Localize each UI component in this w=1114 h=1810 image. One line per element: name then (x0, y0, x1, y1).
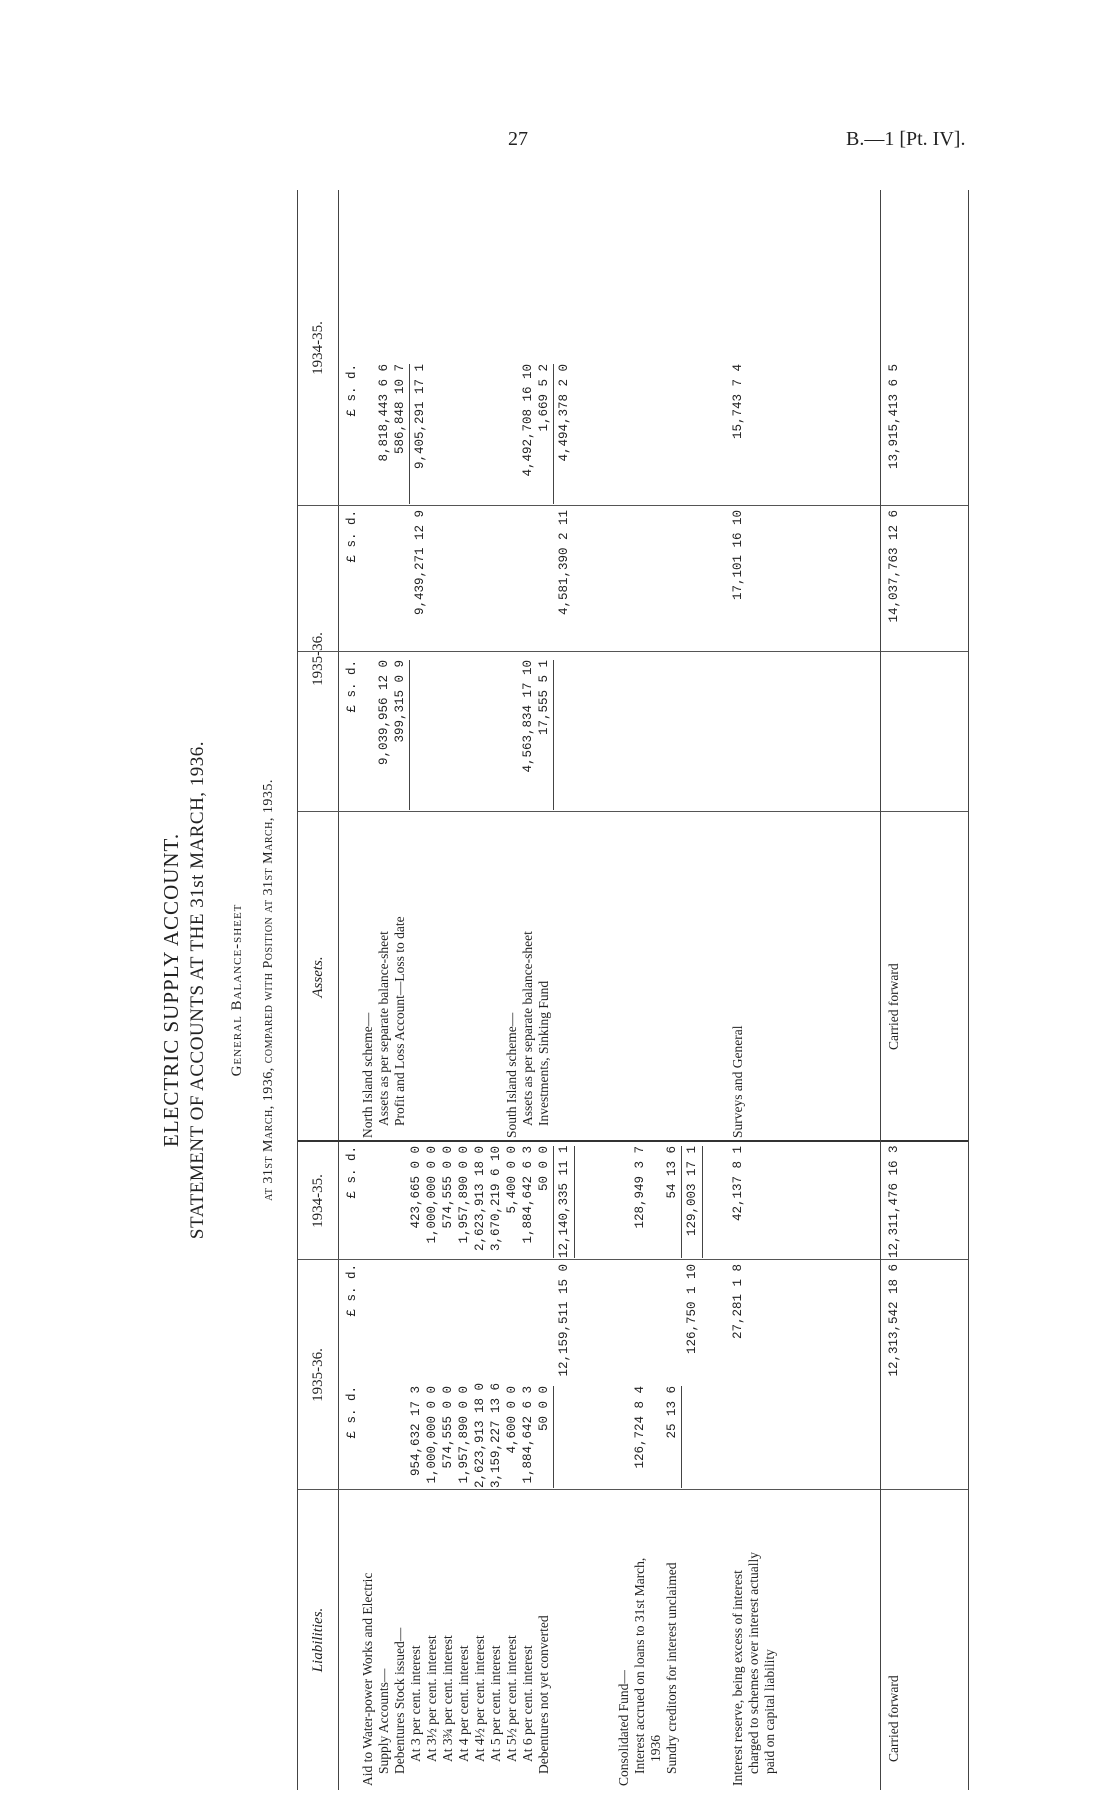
reserve-label-2: charged to schemes over interest actually (746, 1551, 761, 1774)
reserve-label: Interest reserve, being excess of interest (730, 1570, 745, 1786)
units-label: £ s. d. (345, 660, 359, 713)
liab-1936-header: 1935-36. (298, 1260, 339, 1490)
north-heading: North Island scheme— (360, 1012, 375, 1138)
debenture-row-label: At 4 per cent. interest (456, 1645, 471, 1762)
supply-accounts-label: Supply Accounts— (376, 1668, 391, 1774)
date-line: at 31st March, 1936, compared with Position at 31st March, 1935. (261, 779, 276, 1201)
liabilities-header: Liabilities. (298, 1490, 339, 1790)
debenture-row-1935: 423,665 0 0 (409, 1146, 423, 1229)
reserve-1935: 42,137 8 1 (731, 1146, 745, 1222)
sundry-creditors-1936: 25 13 6 (665, 1386, 679, 1439)
assets-carried-1936: 14,037,763 12 6 (887, 510, 901, 623)
consolidated-total-1935: 129,003 17 1 (685, 1146, 699, 1237)
subtotal-rule (553, 364, 554, 504)
consolidated-total-1936: 126,750 1 10 (685, 1264, 699, 1355)
page-number: 27 (508, 128, 528, 150)
debenture-row-1935: 50 0 0 (537, 1146, 551, 1192)
liab-carried-1935: 12,311,476 16 3 (887, 1145, 901, 1258)
liab-carried-label: Carried forward (886, 1675, 901, 1762)
document-reference: B.—1 [Pt. IV]. (846, 128, 966, 150)
aid-total-1936: 12,159,511 15 0 (557, 1264, 571, 1377)
liab-1935-header: 1934-35. (298, 1142, 339, 1260)
surveys-label: Surveys and General (730, 1025, 745, 1138)
sheet-title: General Balance-sheet (229, 903, 245, 1077)
north-pl-1935: 586,848 10 7 (393, 364, 407, 455)
debenture-row-1935: 2,623,913 18 0 (473, 1146, 487, 1252)
subtotal-rule (574, 1146, 575, 1258)
debenture-row-label: At 3½ per cent. interest (424, 1635, 439, 1762)
debenture-row-1935: 3,670,219 6 10 (489, 1146, 503, 1252)
debenture-row-label: At 4½ per cent. interest (472, 1635, 487, 1762)
north-pl-label: Profit and Loss Account—Loss to date (392, 916, 407, 1126)
debenture-row-1936: 574,555 0 0 (441, 1386, 455, 1469)
units-label: £ s. d. (345, 1264, 359, 1317)
aid-heading: Aid to Water-power Works and Electric (360, 1572, 375, 1786)
subtotal-rule (553, 1386, 554, 1488)
sundry-creditors-1935: 54 13 6 (665, 1146, 679, 1199)
debenture-row-1935: 1,957,890 0 0 (457, 1146, 471, 1244)
column-rule (298, 811, 968, 812)
debenture-row-1936: 3,159,227 13 6 (489, 1382, 503, 1488)
interest-accrued-1936: 126,724 8 4 (633, 1386, 647, 1469)
debenture-row-1935: 574,555 0 0 (441, 1146, 455, 1229)
south-investments-1935: 1,669 5 2 (537, 364, 551, 432)
debenture-row-1936: 50 0 0 (537, 1386, 551, 1432)
consolidated-heading: Consolidated Fund— (616, 1670, 631, 1786)
surveys-1936: 17,101 16 10 (731, 510, 745, 601)
debenture-row-label: At 5½ per cent. interest (504, 1635, 519, 1762)
debenture-row-1936: 1,000,000 0 0 (425, 1386, 439, 1484)
debenture-row-label: At 6 per cent. interest (520, 1645, 535, 1762)
assets-1935-header: 1934-35. (298, 190, 339, 506)
subtotal-rule (553, 1146, 554, 1258)
interest-accrued-1935: 128,949 3 7 (633, 1146, 647, 1229)
debenture-row-label: At 5 per cent. interest (488, 1645, 503, 1762)
south-assets-1936: 4,563,834 17 10 (521, 660, 535, 773)
interest-accrued-year: 1936 (648, 1735, 663, 1762)
debenture-row-1936: 1,957,890 0 0 (457, 1386, 471, 1484)
interest-accrued-label: Interest accrued on loans to 31st March, (632, 1557, 647, 1774)
north-total-1935: 9,405,291 17 1 (413, 364, 427, 470)
north-total-1936: 9,439,271 12 9 (413, 510, 427, 616)
carried-rule (880, 190, 881, 1142)
debenture-row-1936: 954,632 17 3 (409, 1386, 423, 1477)
subtotal-rule (409, 660, 410, 810)
assets-carried-label: Carried forward (886, 963, 901, 1050)
units-label: £ s. d. (345, 510, 359, 563)
north-assets-1936: 9,039,956 12 0 (377, 660, 391, 766)
debentures-heading: Debentures Stock issued— (392, 1627, 407, 1774)
main-title: ELECTRIC SUPPLY ACCOUNT. (159, 832, 183, 1148)
debenture-row-label: At 3 per cent. interest (408, 1645, 423, 1762)
column-rule (298, 1489, 968, 1490)
reserve-1936: 27,281 1 8 (731, 1264, 745, 1340)
debenture-row-1935: 5,400 0 0 (505, 1146, 519, 1214)
north-assets-1935: 8,818,443 6 6 (377, 364, 391, 462)
south-assets-1935: 4,492,708 16 10 (521, 364, 535, 477)
balance-sheet (157, 190, 977, 1790)
debenture-row-label: Debentures not yet converted (536, 1615, 551, 1774)
column-rule (298, 1140, 968, 1142)
assets-carried-1935: 13,915,413 6 5 (887, 364, 901, 470)
debenture-row-label: At 3¾ per cent. interest (440, 1635, 455, 1762)
debenture-row-1936: 2,623,913 18 0 (473, 1382, 487, 1488)
units-label: £ s. d. (345, 1146, 359, 1199)
balance-table (297, 190, 969, 1790)
subtotal-rule (702, 1146, 703, 1258)
rotated-sheet (157, 190, 977, 1790)
column-rule (298, 505, 968, 506)
south-investments-1936: 17,555 5 1 (537, 660, 551, 736)
assets-1936-header: 1935-36. (298, 506, 339, 812)
debenture-row-1936: 4,600 0 0 (505, 1386, 519, 1454)
surveys-1935: 15,743 7 4 (731, 364, 745, 440)
column-rule (298, 1259, 968, 1260)
subtotal-rule (681, 1386, 682, 1488)
sundry-creditors-label: Sundry creditors for interest unclaimed (664, 1562, 679, 1774)
carried-rule (880, 1142, 881, 1790)
subtotal-rule (553, 660, 554, 810)
assets-header: Assets. (298, 812, 339, 1142)
north-pl-1936: 399,315 0 9 (393, 660, 407, 743)
column-rule (298, 651, 968, 652)
subtotal-rule (681, 1146, 682, 1258)
subtotal-rule (409, 364, 410, 504)
debenture-row-1935: 1,884,642 6 3 (521, 1146, 535, 1244)
units-label: £ s. d. (345, 1386, 359, 1439)
statement-title: STATEMENT OF ACCOUNTS AT THE 31st MARCH, 1936. (187, 740, 208, 1240)
liab-carried-1936: 12,313,542 18 6 (887, 1264, 901, 1377)
aid-total-1935: 12,140,335 11 1 (557, 1145, 571, 1258)
south-total-1936: 4,581,390 2 11 (557, 510, 571, 616)
units-label: £ s. d. (345, 364, 359, 417)
south-investments-label: Investments, Sinking Fund (536, 980, 551, 1126)
debenture-row-1936: 1,884,642 6 3 (521, 1386, 535, 1484)
reserve-label-3: paid on capital liability (762, 1649, 777, 1774)
south-total-1935: 4,494,378 2 0 (557, 364, 571, 462)
north-assets-label: Assets as per separate balance-sheet (376, 931, 391, 1126)
south-heading: South Island scheme— (504, 1012, 519, 1138)
south-assets-label: Assets as per separate balance-sheet (520, 931, 535, 1126)
debenture-row-1935: 1,000,000 0 0 (425, 1146, 439, 1244)
